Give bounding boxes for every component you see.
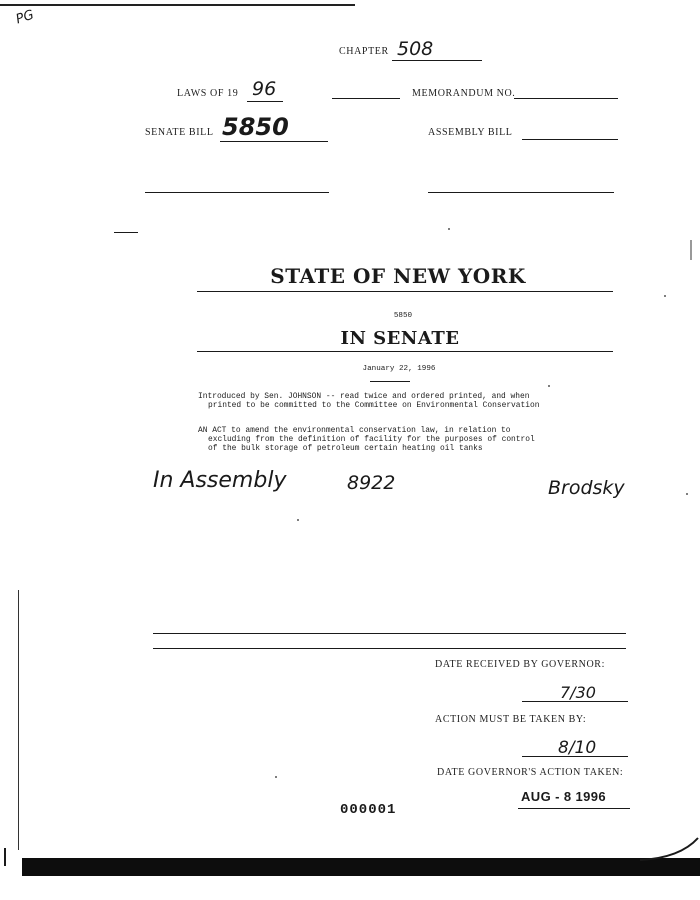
- section-rule-lower: [153, 648, 626, 649]
- chapter-label: CHAPTER: [339, 46, 389, 57]
- scan-dot: [690, 240, 692, 260]
- introduction-date: January 22, 1996: [362, 365, 436, 373]
- chapter-number: 508: [397, 38, 434, 60]
- section-rule-upper: [153, 633, 626, 634]
- state-title-rule: [197, 291, 613, 292]
- memorandum-blank-left: [332, 98, 400, 99]
- senate-bill-underline: [220, 141, 328, 142]
- scan-dot: [297, 519, 299, 521]
- action-by-label: ACTION MUST BE TAKEN BY:: [435, 714, 587, 725]
- assembly-note-label: In Assembly: [153, 468, 287, 493]
- date-received-value: 7/30: [560, 683, 596, 702]
- action-taken-label: DATE GOVERNOR'S ACTION TAKEN:: [437, 767, 624, 778]
- scan-bottom-edge: [22, 858, 700, 876]
- scan-dot: [275, 776, 277, 778]
- memorandum-label: MEMORANDUM NO.: [412, 88, 516, 99]
- scan-edge-tick: [4, 848, 6, 866]
- date-received-label: DATE RECEIVED BY GOVERNOR:: [435, 659, 605, 670]
- act-line-1: AN ACT to amend the environmental conservation law, in relation to: [198, 426, 511, 435]
- date-rule: [370, 381, 410, 382]
- senate-bill-label: SENATE BILL: [145, 127, 214, 138]
- scan-edge-left: [18, 590, 19, 850]
- memorandum-blank-right: [514, 98, 618, 99]
- introduced-line-2: printed to be committed to the Committee on Environmental Conservation: [208, 401, 540, 410]
- act-line-2: excluding from the definition of facility for the purposes of control: [208, 435, 535, 444]
- blank-line-left: [145, 192, 329, 193]
- page-number: 000001: [340, 802, 397, 818]
- laws-year: 96: [252, 78, 277, 100]
- act-line-3: of the bulk storage of petroleum certain heating oil tanks: [208, 444, 483, 453]
- laws-of-label: LAWS OF 19: [177, 88, 239, 99]
- action-taken-line: [518, 808, 630, 809]
- scan-dot: [686, 493, 688, 495]
- date-received-line: [522, 701, 628, 702]
- senate-bill-number: 5850: [222, 113, 289, 141]
- action-by-value: 8/10: [558, 738, 597, 758]
- assembly-note-sponsor: Brodsky: [548, 477, 625, 499]
- scan-dot: [448, 228, 450, 230]
- introduced-line-1: Introduced by Sen. JOHNSON -- read twice and ordered printed, and when: [198, 392, 530, 401]
- scan-dot: [664, 295, 666, 297]
- bill-print-number: 5850: [393, 312, 413, 320]
- chamber-title-rule: [197, 351, 613, 352]
- laws-year-underline: [247, 101, 283, 102]
- scan-dot: [548, 385, 550, 387]
- action-taken-stamp: AUG - 8 1996: [521, 789, 607, 804]
- action-by-line: [522, 756, 628, 757]
- top-edge-line: [0, 4, 355, 6]
- blank-line-right: [428, 192, 614, 193]
- chapter-underline: [392, 60, 482, 61]
- scan-bottom-curl: [640, 836, 700, 862]
- corner-initials: PG: [14, 7, 36, 28]
- assembly-bill-label: ASSEMBLY BILL: [428, 127, 513, 138]
- state-title: STATE OF NEW YORK: [270, 264, 526, 288]
- chamber-title: IN SENATE: [340, 328, 460, 349]
- assembly-bill-blank: [522, 139, 618, 140]
- scan-mark: [114, 232, 138, 233]
- assembly-note-number: 8922: [347, 472, 396, 494]
